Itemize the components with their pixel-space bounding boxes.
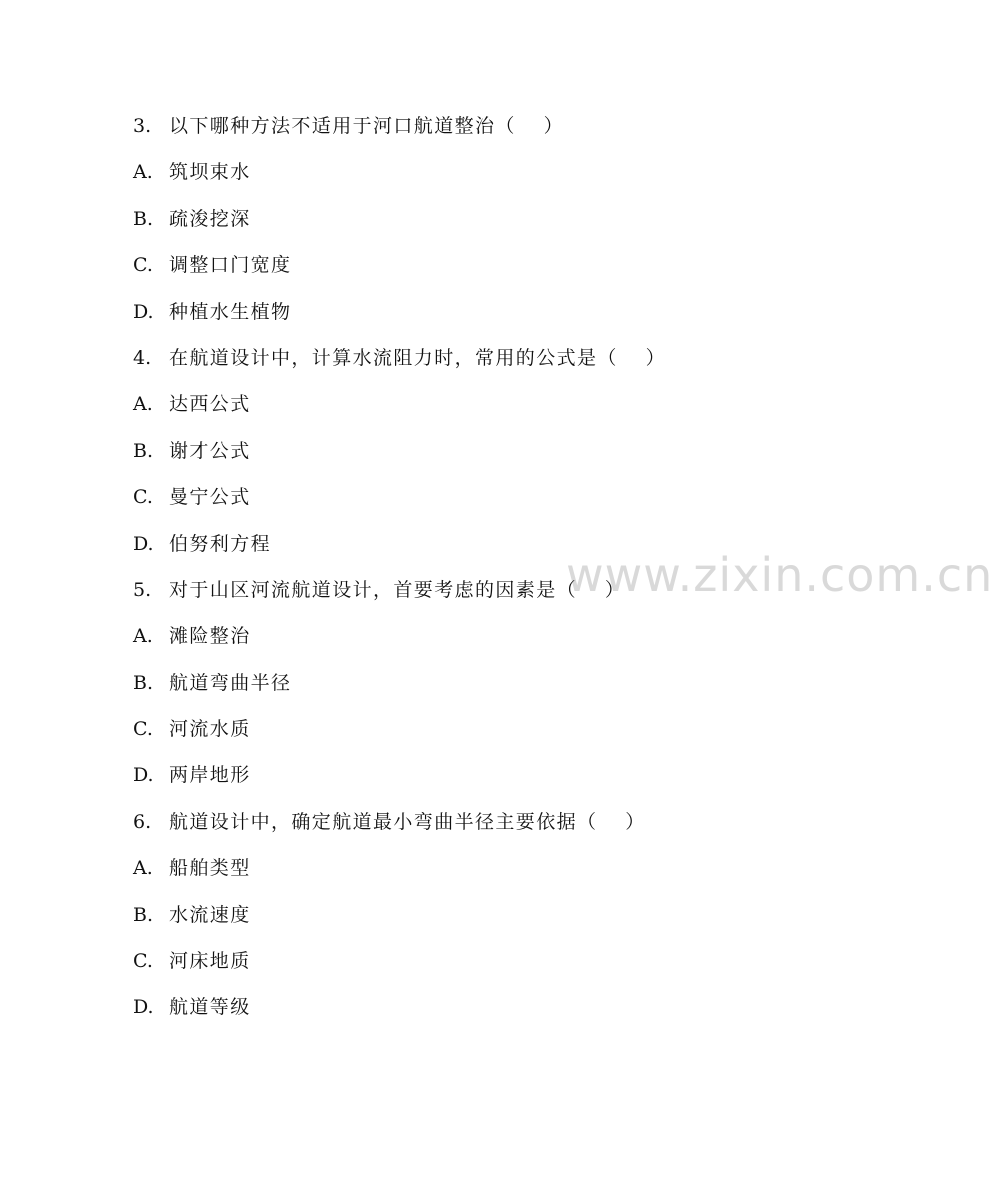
option-a	[133, 613, 833, 659]
question-6	[133, 799, 833, 845]
option-c	[133, 474, 833, 520]
option-letter: D.	[133, 996, 154, 1019]
option-letter: B.	[133, 903, 154, 926]
option-b	[133, 428, 833, 474]
option-text: 河床地质	[169, 950, 251, 973]
question-number: 3.	[133, 115, 152, 137]
option-letter: B.	[133, 439, 154, 462]
option-b	[133, 196, 833, 242]
option-letter: B.	[133, 207, 154, 230]
option-letter: C.	[133, 718, 153, 741]
option-letter: D.	[133, 764, 154, 787]
question-number: 6.	[133, 810, 152, 833]
question-text: 对于山区河流航道设计，首要考虑的因素是（ ）	[169, 578, 626, 601]
question-list	[133, 103, 833, 1031]
option-d	[133, 521, 833, 567]
option-b	[133, 892, 833, 938]
option-a	[133, 845, 833, 891]
option-a	[133, 149, 833, 195]
option-letter: A.	[133, 625, 153, 648]
option-text: 两岸地形	[169, 764, 251, 787]
option-text: 种植水生植物	[169, 300, 292, 323]
option-text: 曼宁公式	[169, 486, 251, 509]
option-c	[133, 706, 833, 752]
option-letter: A.	[133, 393, 153, 416]
option-a	[133, 381, 833, 427]
option-text: 疏浚挖深	[169, 207, 251, 230]
option-letter: A.	[133, 161, 153, 184]
option-text: 谢才公式	[169, 439, 251, 462]
option-text: 滩险整治	[169, 625, 251, 648]
question-text: 在航道设计中，计算水流阻力时，常用的公式是（ ）	[169, 346, 667, 369]
option-text: 河流水质	[169, 718, 251, 741]
option-text: 船舶类型	[169, 857, 251, 880]
option-letter: D.	[133, 300, 154, 323]
question-number: 5.	[133, 578, 152, 601]
question-5	[133, 567, 833, 613]
option-letter: A.	[133, 857, 153, 880]
option-text: 筑坝束水	[169, 161, 251, 184]
option-c	[133, 242, 833, 288]
question-3	[133, 103, 833, 149]
option-text: 达西公式	[169, 393, 251, 416]
watermark: www.zixin.com.cn	[566, 548, 993, 602]
option-letter: D.	[133, 532, 154, 555]
option-text: 航道弯曲半径	[169, 671, 292, 694]
question-4	[133, 335, 833, 381]
option-c	[133, 938, 833, 984]
option-d	[133, 752, 833, 798]
option-text: 伯努利方程	[169, 532, 272, 555]
question-text: 航道设计中，确定航道最小弯曲半径主要依据（ ）	[169, 810, 646, 833]
question-number: 4.	[133, 346, 152, 369]
option-d	[133, 984, 833, 1030]
question-text: 以下哪种方法不适用于河口航道整治（ ）	[169, 115, 565, 137]
option-letter: C.	[133, 950, 153, 973]
option-letter: C.	[133, 254, 153, 277]
option-b	[133, 660, 833, 706]
option-letter: B.	[133, 671, 154, 694]
option-d	[133, 289, 833, 335]
option-text: 航道等级	[169, 996, 251, 1019]
option-text: 水流速度	[169, 903, 251, 926]
option-text: 调整口门宽度	[169, 254, 292, 277]
option-letter: C.	[133, 486, 153, 509]
